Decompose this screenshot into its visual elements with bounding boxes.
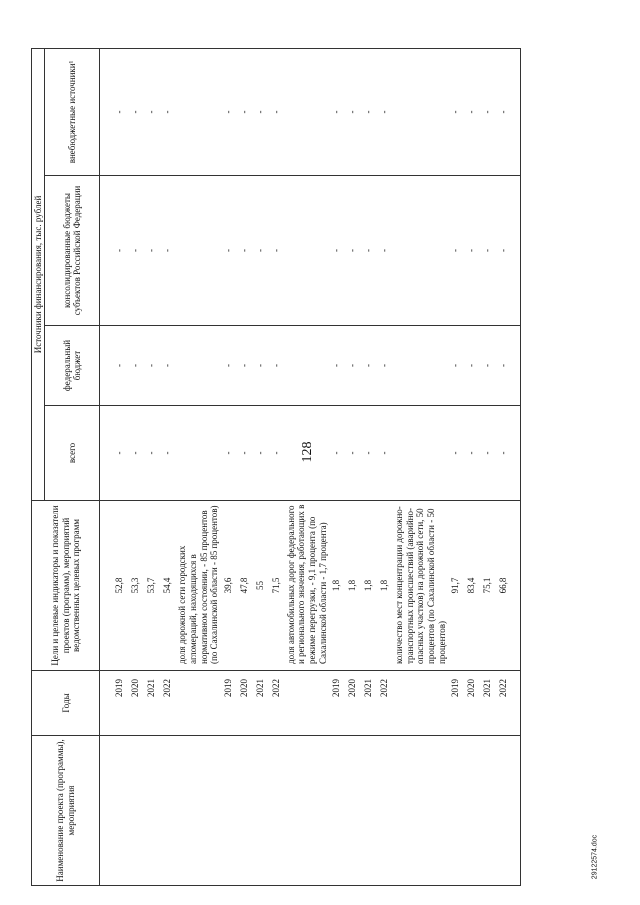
document-id: 29122574.doc (591, 834, 599, 880)
indicator-description-row (285, 49, 329, 886)
header-financing-sources: Источники финансирования, тыс. рублей (32, 49, 45, 501)
financing-cell-empty (176, 49, 220, 176)
extrabudgetary-cell: - (480, 49, 496, 176)
indicator-value-cell: 1,8 (329, 501, 345, 671)
project-name-cell (345, 736, 361, 886)
table-row (480, 49, 496, 886)
table-row (253, 49, 269, 886)
indicator-description: количество мест концентрации дорожно-транспортных происшествий (аварийно-опасных участков) на дорожной сети, 50 процентов (по Сахалинской области - 50 процентов) (393, 501, 448, 671)
total-cell: - (269, 406, 285, 501)
table-row (377, 49, 393, 886)
federal-cell: - (253, 326, 269, 406)
project-name-cell (237, 736, 253, 886)
total-cell: - (221, 406, 237, 501)
federal-cell: - (144, 326, 160, 406)
extrabudgetary-cell: - (128, 49, 144, 176)
total-cell: - (160, 406, 176, 501)
indicator-value-cell: 52,8 (112, 501, 128, 671)
header-federal-budget: федеральный бюджет (45, 326, 100, 406)
year-cell: 2020 (128, 671, 144, 736)
regional-cell: - (345, 176, 361, 326)
project-name-cell (496, 736, 512, 886)
financing-cell-empty (285, 176, 329, 326)
table-row (144, 49, 160, 886)
total-cell: - (329, 406, 345, 501)
extrabudgetary-cell: - (377, 49, 393, 176)
project-name-cell (112, 736, 128, 886)
regional-cell: - (464, 176, 480, 326)
indicator-value-cell: 53,3 (128, 501, 144, 671)
financing-table-container (31, 49, 598, 886)
project-name-cell (221, 736, 237, 886)
extrabudgetary-cell: - (112, 49, 128, 176)
indicator-value-cell: 75,1 (480, 501, 496, 671)
year-cell-empty (285, 671, 329, 736)
indicator-value-cell: 1,8 (361, 501, 377, 671)
regional-cell: - (160, 176, 176, 326)
financing-cell-empty (393, 176, 448, 326)
extrabudgetary-cell: - (361, 49, 377, 176)
federal-cell: - (345, 326, 361, 406)
year-cell-empty (176, 671, 220, 736)
end-cell (512, 671, 521, 736)
page-number: 128 (300, 441, 315, 463)
total-cell: - (464, 406, 480, 501)
table-row (112, 49, 128, 886)
total-cell: - (237, 406, 253, 501)
regional-cell: - (128, 176, 144, 326)
table-row (361, 49, 377, 886)
project-name-cell (269, 736, 285, 886)
indicator-value-cell: 47,8 (237, 501, 253, 671)
total-cell: - (496, 406, 512, 501)
year-cell: 2019 (329, 671, 345, 736)
financing-cell-empty (176, 406, 220, 501)
federal-cell: - (496, 326, 512, 406)
extrabudgetary-cell: - (237, 49, 253, 176)
extrabudgetary-cell: - (269, 49, 285, 176)
table-row (496, 49, 512, 886)
indicator-description: доля дорожной сети городских агломераций, находящихся в нормативном состоянии, - 85 процентов (по Сахалинской области - 85 процентов) (176, 501, 220, 671)
project-name-cell (448, 736, 464, 886)
project-name-cell (160, 736, 176, 886)
end-cell (512, 501, 521, 671)
extrabudgetary-cell: - (221, 49, 237, 176)
table-row (345, 49, 361, 886)
regional-cell: - (221, 176, 237, 326)
total-cell: - (361, 406, 377, 501)
federal-cell: - (448, 326, 464, 406)
year-cell: 2022 (269, 671, 285, 736)
regional-cell: - (237, 176, 253, 326)
financing-cell-empty (285, 49, 329, 176)
header-project-name: Наименование проекта (программы), мероприятия (32, 736, 100, 886)
year-cell: 2020 (345, 671, 361, 736)
project-name-cell (100, 736, 113, 886)
financing-cell-empty (176, 176, 220, 326)
end-cell (512, 176, 521, 326)
indicator-value-cell: 39,6 (221, 501, 237, 671)
indicator-value-cell: 91,7 (448, 501, 464, 671)
project-name-cell (361, 736, 377, 886)
year-cell: 2021 (253, 671, 269, 736)
table-row (448, 49, 464, 886)
extrabudgetary-cell: - (464, 49, 480, 176)
total-cell: - (112, 406, 128, 501)
federal-cell: - (128, 326, 144, 406)
federal-cell: - (361, 326, 377, 406)
end-cell (512, 49, 521, 176)
table-row (128, 49, 144, 886)
project-name-cell (253, 736, 269, 886)
header-indicators: Цели и целевые индикаторы и показатели проектов (программ), мероприятий ведомственных целевых программ (32, 501, 100, 671)
total-cell: - (377, 406, 393, 501)
indicator-description-row (176, 49, 220, 886)
indicator-value-cell: 1,8 (377, 501, 393, 671)
regional-cell: - (480, 176, 496, 326)
header-regional-budgets: консолидированные бюджеты субъектов Российской Федерации (45, 176, 100, 326)
end-cell (512, 736, 521, 886)
financing-cell-empty (176, 326, 220, 406)
year-cell: 2020 (237, 671, 253, 736)
regional-cell: - (329, 176, 345, 326)
year-cell: 2022 (377, 671, 393, 736)
year-cell: 2021 (144, 671, 160, 736)
indicator-value-cell: 83,4 (464, 501, 480, 671)
project-name-cell (377, 736, 393, 886)
total-cell: - (128, 406, 144, 501)
total-cell: - (253, 406, 269, 501)
federal-cell: - (112, 326, 128, 406)
federal-cell: - (221, 326, 237, 406)
year-cell: 2019 (112, 671, 128, 736)
table-body (100, 49, 521, 886)
regional-cell: - (253, 176, 269, 326)
total-cell: - (448, 406, 464, 501)
header-extrabudgetary: внебюджетные источники¹ (45, 49, 100, 176)
regional-cell: - (448, 176, 464, 326)
regional-cell: - (112, 176, 128, 326)
regional-cell: - (496, 176, 512, 326)
table-row (160, 49, 176, 886)
federal-cell: - (269, 326, 285, 406)
year-cell: 2019 (221, 671, 237, 736)
indicator-value-cell: 71,5 (269, 501, 285, 671)
extrabudgetary-cell: - (144, 49, 160, 176)
year-cell: 2022 (496, 671, 512, 736)
financing-cell-empty (285, 406, 329, 501)
extrabudgetary-cell: - (345, 49, 361, 176)
extrabudgetary-cell: - (160, 49, 176, 176)
federal-cell: - (160, 326, 176, 406)
table-header (32, 49, 100, 886)
end-cell (512, 406, 521, 501)
regional-cell: - (361, 176, 377, 326)
year-cell: 2022 (160, 671, 176, 736)
extrabudgetary-cell: - (496, 49, 512, 176)
year-cell: 2019 (448, 671, 464, 736)
table-row (237, 49, 253, 886)
federal-cell: - (464, 326, 480, 406)
federal-cell: - (480, 326, 496, 406)
financing-cell-empty (285, 326, 329, 406)
project-name-cell (480, 736, 496, 886)
indicator-value-cell: 66,8 (496, 501, 512, 671)
indicator-value-cell: 1,8 (345, 501, 361, 671)
federal-cell: - (377, 326, 393, 406)
year-cell: 2020 (464, 671, 480, 736)
project-name-cell (128, 736, 144, 886)
indicator-value-cell: 55 (253, 501, 269, 671)
extrabudgetary-cell: - (448, 49, 464, 176)
financing-cell-empty (393, 49, 448, 176)
header-years: Годы (32, 671, 100, 736)
project-name-cell (144, 736, 160, 886)
financing-table (31, 48, 521, 886)
federal-cell: - (329, 326, 345, 406)
indicator-value-cell: 54,4 (160, 501, 176, 671)
indicator-description: доля автомобильных дорог федерального и регионального значения, работающих в режиме перегрузки, - 9,1 процента (по Сахалинской области - 1,7 процента) (285, 501, 329, 671)
extrabudgetary-cell: - (253, 49, 269, 176)
project-name-cell (285, 736, 329, 886)
project-name-cell (176, 736, 220, 886)
total-cell: - (144, 406, 160, 501)
regional-cell: - (144, 176, 160, 326)
financing-cell-empty (393, 406, 448, 501)
year-cell: 2021 (361, 671, 377, 736)
project-name-cell (464, 736, 480, 886)
table-row (329, 49, 345, 886)
total-cell: - (345, 406, 361, 501)
regional-cell: - (269, 176, 285, 326)
regional-cell: - (377, 176, 393, 326)
federal-cell: - (237, 326, 253, 406)
project-name-cell (393, 736, 448, 886)
total-cell: - (480, 406, 496, 501)
project-name-cell (329, 736, 345, 886)
indicator-value-cell: 53,7 (144, 501, 160, 671)
header-total: всего (45, 406, 100, 501)
table-row (464, 49, 480, 886)
table-row (269, 49, 285, 886)
financing-cell-empty (393, 326, 448, 406)
year-cell: 2021 (480, 671, 496, 736)
indicator-description-row (393, 49, 448, 886)
year-cell-empty (393, 671, 448, 736)
end-cell (512, 326, 521, 406)
table-row-end (512, 49, 521, 886)
table-row (221, 49, 237, 886)
extrabudgetary-cell: - (329, 49, 345, 176)
